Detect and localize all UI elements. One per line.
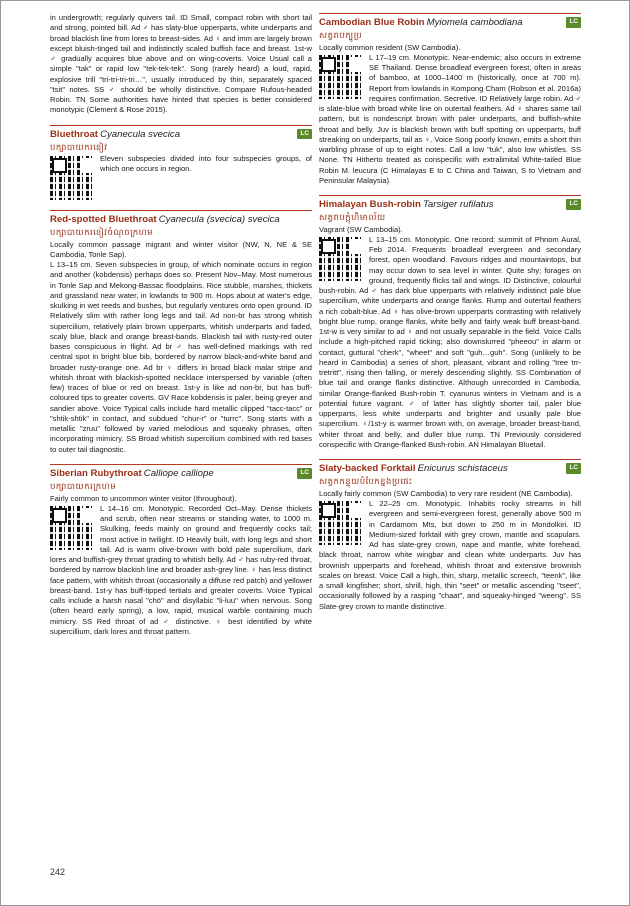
species-header: [319, 13, 581, 29]
conservation-badge: LC: [566, 463, 581, 474]
species-name: Red-spotted Bluethroat: [50, 214, 157, 226]
conservation-badge: LC: [566, 17, 581, 28]
khmer-name: សត្វរាបក្ពុំហិមាល័យ: [319, 212, 386, 223]
continued-text: in undergrowth; regularly quivers tail. ID Small, compact robin with short tail and strong, pointed bill. Ad ♂ has slaty-blue upperparts, white underparts and broad blackish line from lores to breast-sides. Ad ♀ and imm are largely brown except bluish-tinged tail and indistinctly scaled buffish face and breast. 1st-w ♂ gradually acquires blue above and on wing-coverts. Voice Usual call a simple "tak" or rapid low "tek-tek-tek". Song (rarely heard) a loud, rapid, explosive trill "tri-tri-tri-tri…", usually introduced by thin, separately spaced "tsit" notes. SS ♂ should be wholly distinctive. Compare Rufous-headed Robin. TN Some authorities have hinted that species is better considered monotypic (Clement & Rose 2015).: [50, 13, 312, 115]
species-text: L 13–15 cm. Seven subspecies in group, of which nominate occurs in region and another (kobdensis) perhaps does so. Present Nov–May. Most numerous in Tonle Sap and Mekong-Bassac floodplains. Rice stubble, marshes, thickets and grassland near water, in lowlands to 900 m. Hops about at water's edge, skulking in wet reeds and bushes, but regularly ventures onto open ground. ID Relatively slim with rather long legs and tail. Ad non-br has strong whitish supercilium, relatively plain brown upperparts, whitish underparts and faded, scaly blue, black and orange breast-bands. Blackish tail with rusty-red outer bases conspicuous in flight. Ad br ♂ has well-defined markings with red central spot in bright blue bib, bordered by narrow black-and-white band and broader rusty-orange one. Ad br ♀ differs in broad black malar stripe and whitish throat with blackish-spotted necklace interspersed by variable (often few) traces of blue or red on breast. 1st-y is like ad non-br, but has buff-coloured tips to greater coverts. GV Race kobdensis is paler, being greyer and sandier above. Voice Typical calls include hard metallic clipped "tacc-tacc" or "shtik-shtik" in contact, and subdued "chur-r" or "turrc". Song starts with a metallic "zruu" followed by varied melodious and squeaky phrases, often incorporating mimicry. SS Broad whitish supercilium combined with red bases to outer tail diagnostic.: [50, 260, 312, 454]
conservation-badge: LC: [297, 468, 312, 479]
species-text: L 13–15 cm. Monotypic. One record: summit of Phnom Aural, Feb 2014. Frequents broadleaf evergreen and secondary forest, open woodland. Favours ridges and mountaintops, but may occur down to sea level in winter. Quite shy; forages on ground, frequently flicks tail and wings. ID Distinctive, colourful bush-robin. Ad ♂ has dark blue upperparts with relatively indistinct pale blue supercilium, white underparts and orange flanks. Rump and outertail feathers a rich cobalt-blue. Ad ♀ has olive-brown upperparts contrasting with relatively bright blue rump, orange flanks, white belly and fairly weak buff breast-band. 1st-w is very similar to ad ♀ and not usually separable in the field. Voice Calls include a high-pitched rapid ticking; also downslurred "pheeou" in alarm or contact, guttural "cherk", "wheet" and soft "guh…guh". Song (unlikely to be heard in Cambodia) a series of short, pleasant, vibrant and rolling "tree trr-tretritt", rising then falling, or merely descending slightly. SS Combination of blue tail and orange flanks distinctive. Although unrecorded in Cambodia, similar Orange-flanked Bush-robin T. cyanurus winters in Vietnam and is a potential future vagrant. ♂ of latter has slightly shorter tail, paler blue upperparts, less white underparts and brighter and usually pale blue supercilium. ♀/1st-y is warmer brown with, on average, broader breast-band, whiter throat and belly, and duller blue rump. TN Previously considered conspecific with Orange-flanked Bush-robin. AN Himalayan Bluetail.: [319, 234, 581, 449]
khmer-name: បក្សាបាយករខៀវ: [50, 141, 108, 152]
qr-code-icon: [319, 237, 363, 281]
species-entry-himalayan-bush-robin: [319, 195, 581, 450]
species-text: L 14–16 cm. Monotypic. Recorded Oct–May. Dense thickets and scrub, often near streams or standing water, to 1000 m. Skulking, feeds mainly on ground and frequently cocks tail; most active in twilight. ID Heavily built, with long legs and short tail. Ad is warm olive-brown with bold pale supercilium, dark lores and buffish-grey throat grading to whitish belly. Ad ♂ has ruby-red throat, bordered by narrow blackish line and broader ash-grey line. ♀ has less distinct face pattern, with whitish throat (occasionally a diffuse red patch) and yellower breast-band. 1st-y has buff-tipped tertials and greater coverts. Voice Typical calls include a harsh nasal "chö" and disyllabic "li-luu" when nervous. Song (often heard early spring), a low, rapid, musical warble containing much mimicry. SS Red throat of ad ♂ distinctive. ♀ best identified by white supercillium, dark lores and throat pattern.: [50, 503, 312, 636]
khmer-name: បក្សាបាយករក្រហម: [50, 480, 117, 491]
species-entry-bluethroat: [50, 125, 312, 202]
qr-code-icon: [319, 501, 363, 545]
continued-entry: [50, 13, 312, 116]
species-header: [50, 125, 312, 141]
species-header: [319, 459, 581, 475]
status-text: Fairly common to uncommon winter visitor (throughout).: [50, 493, 237, 503]
khmer-name: សត្វរាបក្បូប្រ: [319, 30, 363, 41]
species-entry-red-spotted-bluethroat: [50, 210, 312, 455]
species-header: [50, 210, 312, 226]
species-name: Bluethroat: [50, 128, 98, 140]
status-text: Locally fairly common (SW Cambodia) to very rare resident (NE Cambodia).: [319, 488, 573, 498]
status-text: Locally common resident (SW Cambodia).: [319, 42, 461, 52]
species-header: [319, 195, 581, 211]
right-column: [319, 13, 581, 621]
qr-code-icon: [50, 156, 94, 200]
species-name: Cambodian Blue Robin: [319, 17, 425, 28]
status-text: Vagrant (SW Cambodia).: [319, 224, 403, 234]
species-header: [50, 464, 312, 480]
left-column: [50, 13, 312, 646]
species-name: Siberian Rubythroat: [50, 467, 142, 479]
khmer-name: សត្វកកន្ទុយបំបែកខ្នងប្រផេះ: [319, 476, 413, 487]
page-number: 242: [50, 867, 66, 877]
scientific-name: Myiomela cambodiana: [426, 17, 523, 28]
qr-code-icon: [50, 506, 94, 550]
species-entry-siberian-rubythroat: [50, 464, 312, 637]
conservation-badge: LC: [297, 129, 312, 140]
species-entry-slaty-backed-forktail: [319, 459, 581, 612]
species-text: Eleven subspecies divided into four subspecies groups, of which one occurs in region.: [100, 154, 312, 174]
scientific-name: Tarsiger rufilatus: [422, 199, 494, 211]
species-text: L 22–25 cm. Monotypic. Inhabits rocky streams in hill evergreen and semi-evergreen forest, generally above 500 m in Cardamom Mts, but down to 250 m in Mondolkiri. ID Medium-sized forktail with grey crown, mantle and scapulars. Ad has slate-grey crown, nape and mantle, white forehead, black throat, narrow white wingbar and clean white underparts. Juv has brownish upperparts and forehead, whitish throat and extensive brownish scales on breast. Voice Call a high, thin, sharp, metallic screech, "teenk", like a small kingfisher; short, shrill, high, thin "seet" or metallic ascending "tseet", occasionally followed by a rasping "chaat", and squeaky-hinged "weeng". SS Slate-grey crown to mantle distinctive.: [319, 499, 581, 611]
scientific-name: Enicurus schistaceus: [417, 463, 508, 475]
species-name: Himalayan Bush-robin: [319, 199, 421, 211]
status-text: Locally common passage migrant and winter visitor (NW, N, NE & SE Cambodia, Tonle Sap).: [50, 239, 312, 259]
scientific-name: Calliope calliope: [143, 467, 214, 479]
scientific-name: Cyanecula (svecica) svecica: [158, 214, 280, 226]
species-name: Slaty-backed Forktail: [319, 463, 416, 475]
qr-code-icon: [319, 55, 363, 99]
species-text: L 17–19 cm. Monotypic. Near-endemic; also occurs in extreme SE Thailand. Dense broadleaf evergreen forest, often in areas of bamboo, at 1000–1400 m (historically, once at 700 m). Report from lowlands in Kompong Cham (Robson et al. 2016a) requires confirmation. Secretive. ID Relatively large robin. Ad ♂ is slate-blue with broad white line on outertail feathers. Ad ♀ shares same tail pattern, but is nondescript brown with paler underparts, and buffish-white throat and belly. Juv is blackish brown with buff spotting on upperparts, buff streaking on underparts, tail as ♀. Voice Song poorly known, emits a short thin warbling phrase of up to eight notes. Call a low "tuk", also low whistles. SS None. TN Hitherto treated as conspecific with extralimital White-tailed Blue Robin M. leucura (C Himalayas E to C China and Taiwan, S to Vietnam and Peninsular Malaysia).: [319, 52, 581, 185]
conservation-badge: LC: [566, 199, 581, 210]
species-entry-cambodian-blue-robin: [319, 13, 581, 186]
scientific-name: Cyanecula svecica: [100, 128, 181, 140]
khmer-name: បក្សាបាយករខៀវចំណុចក្រហម: [50, 227, 154, 238]
